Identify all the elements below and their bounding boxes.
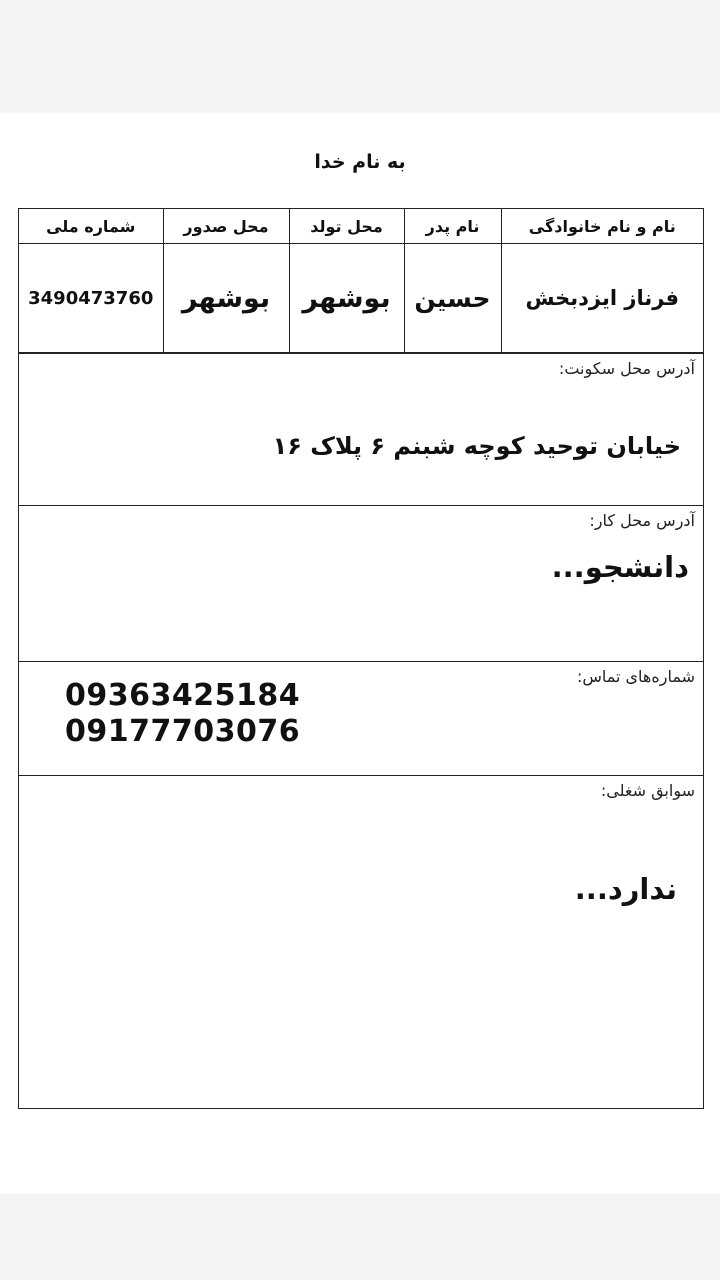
document-title: به نام خدا (314, 151, 406, 173)
phones-label: شماره‌های تماس: (576, 667, 695, 686)
job-history-value: ندارد... (574, 872, 677, 906)
work-address-label: آدرس محل کار: (589, 511, 695, 530)
phone-number: 09363425184 (65, 678, 301, 713)
table-header-row (19, 209, 703, 244)
value-father-name: حسین (404, 244, 501, 353)
phone-number: 09177703076 (65, 714, 301, 749)
home-address-section (19, 353, 703, 505)
job-history-section (19, 775, 703, 1108)
home-address-label: آدرس محل سکونت: (558, 359, 695, 378)
form-page (0, 113, 720, 1194)
personal-info-form (18, 208, 704, 1109)
personal-info-table (19, 209, 703, 353)
work-address-section (19, 505, 703, 661)
value-birth-place: بوشهر (289, 244, 404, 353)
header-full-name: نام و نام خانوادگی (501, 209, 703, 244)
home-address-value: خیابان توحید کوچه شبنم ۶ پلاک ۱۶ (272, 432, 681, 460)
phones-section (19, 661, 703, 775)
header-national-id: شماره ملی (19, 209, 163, 244)
value-issue-place: بوشهر (163, 244, 289, 353)
table-value-row (19, 244, 703, 353)
job-history-label: سوابق شغلی: (600, 781, 695, 800)
value-full-name: فرناز ایزدبخش (501, 244, 703, 353)
header-birth-place: محل تولد (289, 209, 404, 244)
header-issue-place: محل صدور (163, 209, 289, 244)
header-father-name: نام پدر (404, 209, 501, 244)
work-address-value: دانشجو... (551, 550, 689, 584)
value-national-id: 3490473760 (19, 244, 163, 353)
